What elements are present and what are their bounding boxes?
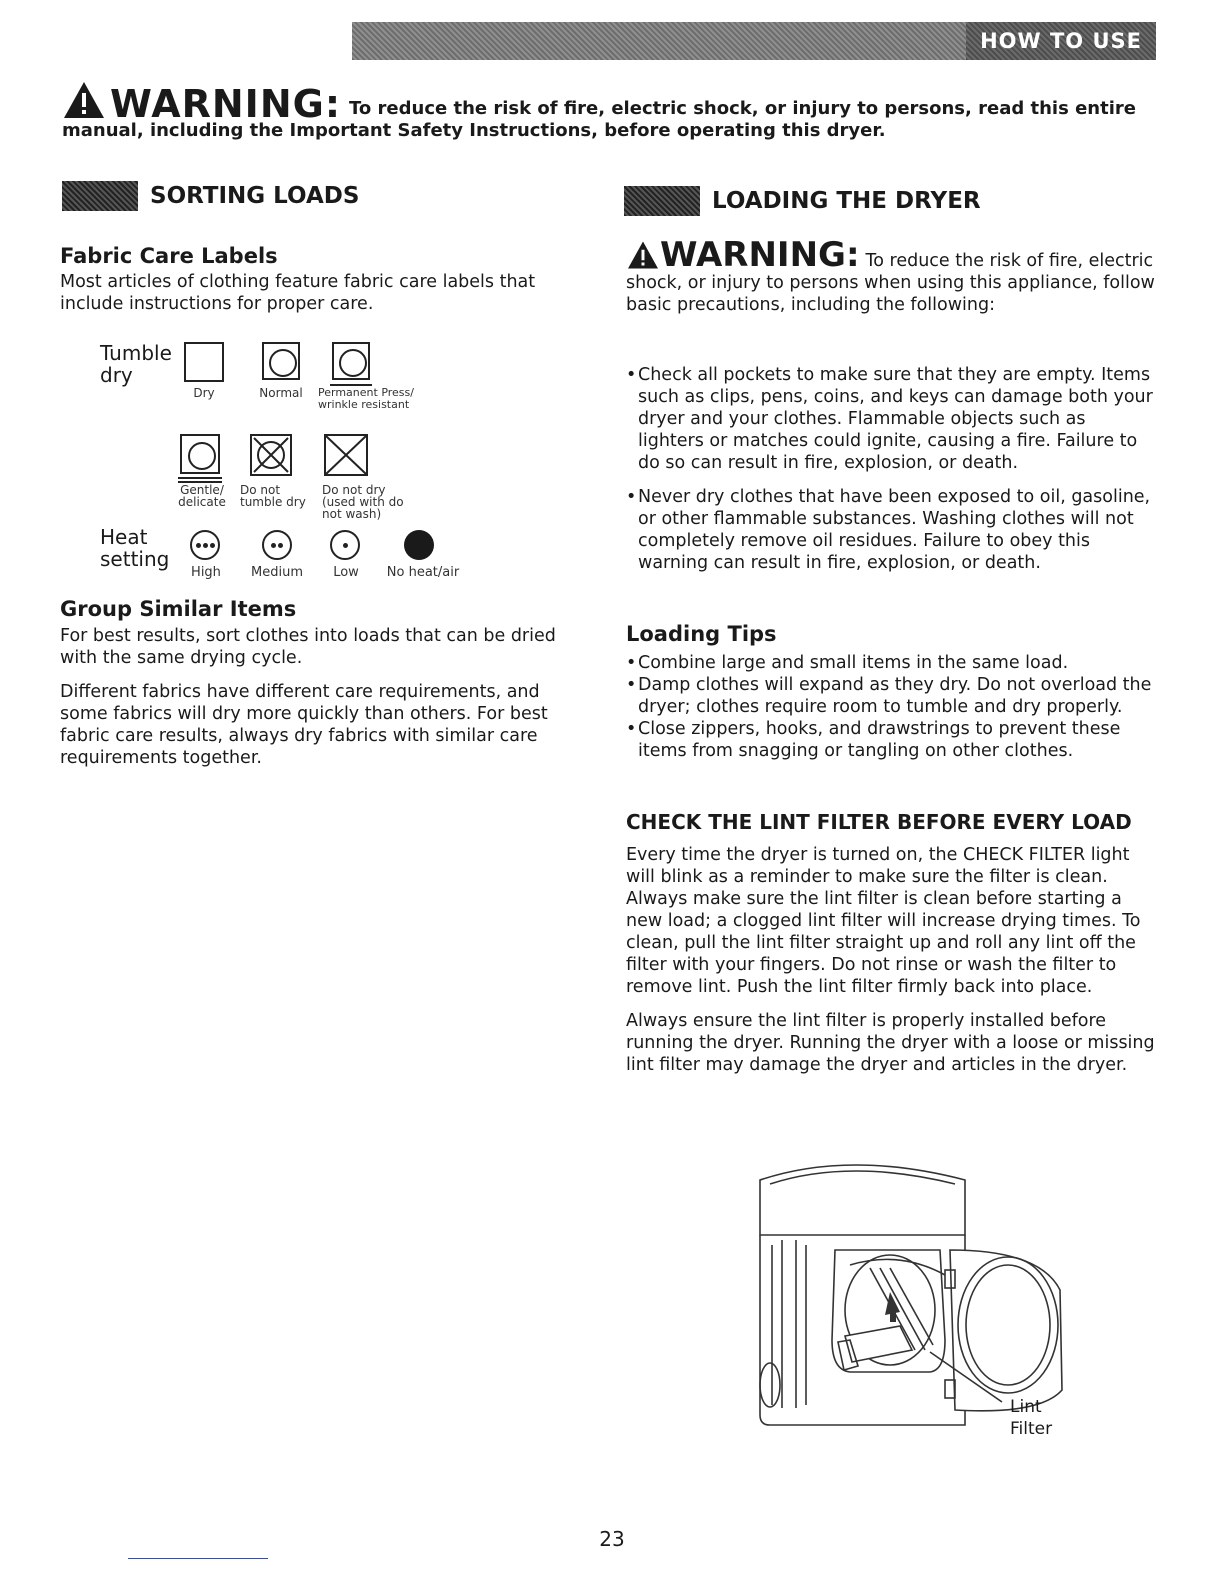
list-item: • Check all pockets to make sure that they are empty. Items such as clips, pens, coins, and keys can damage both your dryer and your clothes. Flammable objects such as lighters or matches could ignite, causing a fire. Failure to do so can result in fire, explosion, or death.	[626, 364, 1156, 474]
high-heat-icon	[190, 530, 220, 560]
do-not-tumble-dry-icon	[250, 434, 292, 476]
header-block-icon	[62, 181, 138, 211]
dry-symbol-icon	[184, 342, 224, 382]
list-item: • Combine large and small items in the same load.	[626, 652, 1156, 674]
fabric-care-text: Most articles of clothing feature fabric care labels that include instructions for proper care.	[60, 272, 536, 314]
warning-text: To reduce the risk of fire, electric shock, or injury to persons when using this appliance, follow basic precautions, including the following:	[626, 251, 1155, 315]
heat-label: No heat/air	[386, 565, 460, 580]
footer-rule	[128, 1558, 268, 1559]
heat-setting-label: Heat setting	[100, 525, 170, 571]
group-para-1: For best results, sort clothes into loads that can be dried with the same drying cycle.	[60, 626, 556, 668]
group-para-2: Different fabrics have different care requirements, and some fabrics will dry more quickly than others. For best fabric care results, always dry fabrics with similar care requirements together.	[60, 682, 548, 768]
group-similar-section	[60, 597, 590, 769]
callout-line-1: Lint	[1010, 1397, 1042, 1417]
lint-filter-section	[626, 810, 1156, 1076]
warning-word: WARNING:	[660, 235, 860, 275]
warning-triangle-icon	[62, 80, 106, 120]
loading-dryer-title: LOADING THE DRYER	[712, 188, 981, 214]
medium-heat-icon	[262, 530, 292, 560]
loading-dryer-header	[624, 186, 981, 216]
warning-text: To reduce the risk of fire, electric shock, or injury to persons, read this entire manual, including the Important Safety Instructions, before operating this dryer.	[62, 98, 1136, 141]
heat-label: Low	[333, 565, 359, 580]
do-not-dry-icon	[324, 434, 368, 476]
heat-label: Medium	[251, 565, 303, 580]
page-number: 23	[599, 1527, 625, 1551]
list-item: • Damp clothes will expand as they dry. Do not overload the dryer; clothes require room to tumble and dry properly.	[626, 674, 1156, 718]
low-heat-icon	[330, 530, 360, 560]
tumble-dry-label: Tumble dry	[100, 341, 172, 387]
gentle-symbol-icon	[180, 434, 220, 474]
fabric-care-section	[60, 244, 590, 315]
symbol-label: Normal	[259, 386, 303, 400]
sorting-loads-title: SORTING LOADS	[150, 183, 360, 209]
loading-tips-heading: Loading Tips	[626, 622, 777, 646]
lint-para-2: Always ensure the lint filter is properly installed before running the dryer. Running the dryer with a loose or missing lint filter may damage the dryer and articles in the dryer.	[626, 1011, 1155, 1075]
heat-label: High	[191, 565, 221, 580]
symbol-label: Do not dry (used with do not wash)	[322, 483, 404, 521]
header-block-icon	[624, 186, 700, 216]
warning-triangle-icon	[626, 240, 660, 270]
lint-filter-callout	[1010, 1396, 1052, 1440]
normal-symbol-icon	[262, 342, 300, 380]
lint-heading: CHECK THE LINT FILTER BEFORE EVERY LOAD	[626, 810, 1132, 834]
section-banner	[352, 22, 1156, 60]
symbol-label: Do not tumble dry	[240, 483, 306, 509]
list-item: • Close zippers, hooks, and drawstrings to prevent these items from snagging or tangling on other clothes.	[626, 718, 1156, 762]
permanent-press-symbol-icon	[332, 342, 370, 380]
main-warning	[62, 80, 1162, 142]
symbol-label: Gentle/ delicate	[178, 483, 226, 509]
loading-tips-section	[626, 622, 1156, 762]
how-to-use-tab: HOW TO USE	[966, 22, 1156, 60]
symbol-label: Permanent Press/ wrinkle resistant	[318, 386, 414, 411]
care-symbols-chart	[0, 330, 600, 590]
symbol-label: Dry	[193, 386, 215, 400]
sorting-loads-header	[62, 181, 359, 211]
list-item: • Never dry clothes that have been exposed to oil, gasoline, or other flammable substances. Washing clothes will not completely remove oil residues. Failure to obey this warning can result in fire, explosion, or death.	[626, 486, 1156, 574]
gentle-bar-1	[178, 477, 222, 479]
lint-para-1: Every time the dryer is turned on, the CHECK FILTER light will blink as a reminder to make sure the filter is clean. Always make sure the lint filter is clean before starting a new load; a clogged lint filter will increase drying times. To clean, pull the lint filter straight up and roll any lint off the filter with your fingers. Do not rinse or wash the filter to remove lint. Push the lint filter firmly back into place.	[626, 845, 1141, 997]
callout-line-2: Filter	[1010, 1419, 1053, 1439]
no-heat-icon	[404, 530, 434, 560]
tips-list	[626, 652, 1156, 762]
warning-word: WARNING:	[110, 82, 342, 126]
warning-bullets	[626, 364, 1156, 574]
loading-warning	[626, 235, 1156, 316]
group-heading: Group Similar Items	[60, 597, 297, 621]
fabric-care-heading: Fabric Care Labels	[60, 244, 278, 268]
